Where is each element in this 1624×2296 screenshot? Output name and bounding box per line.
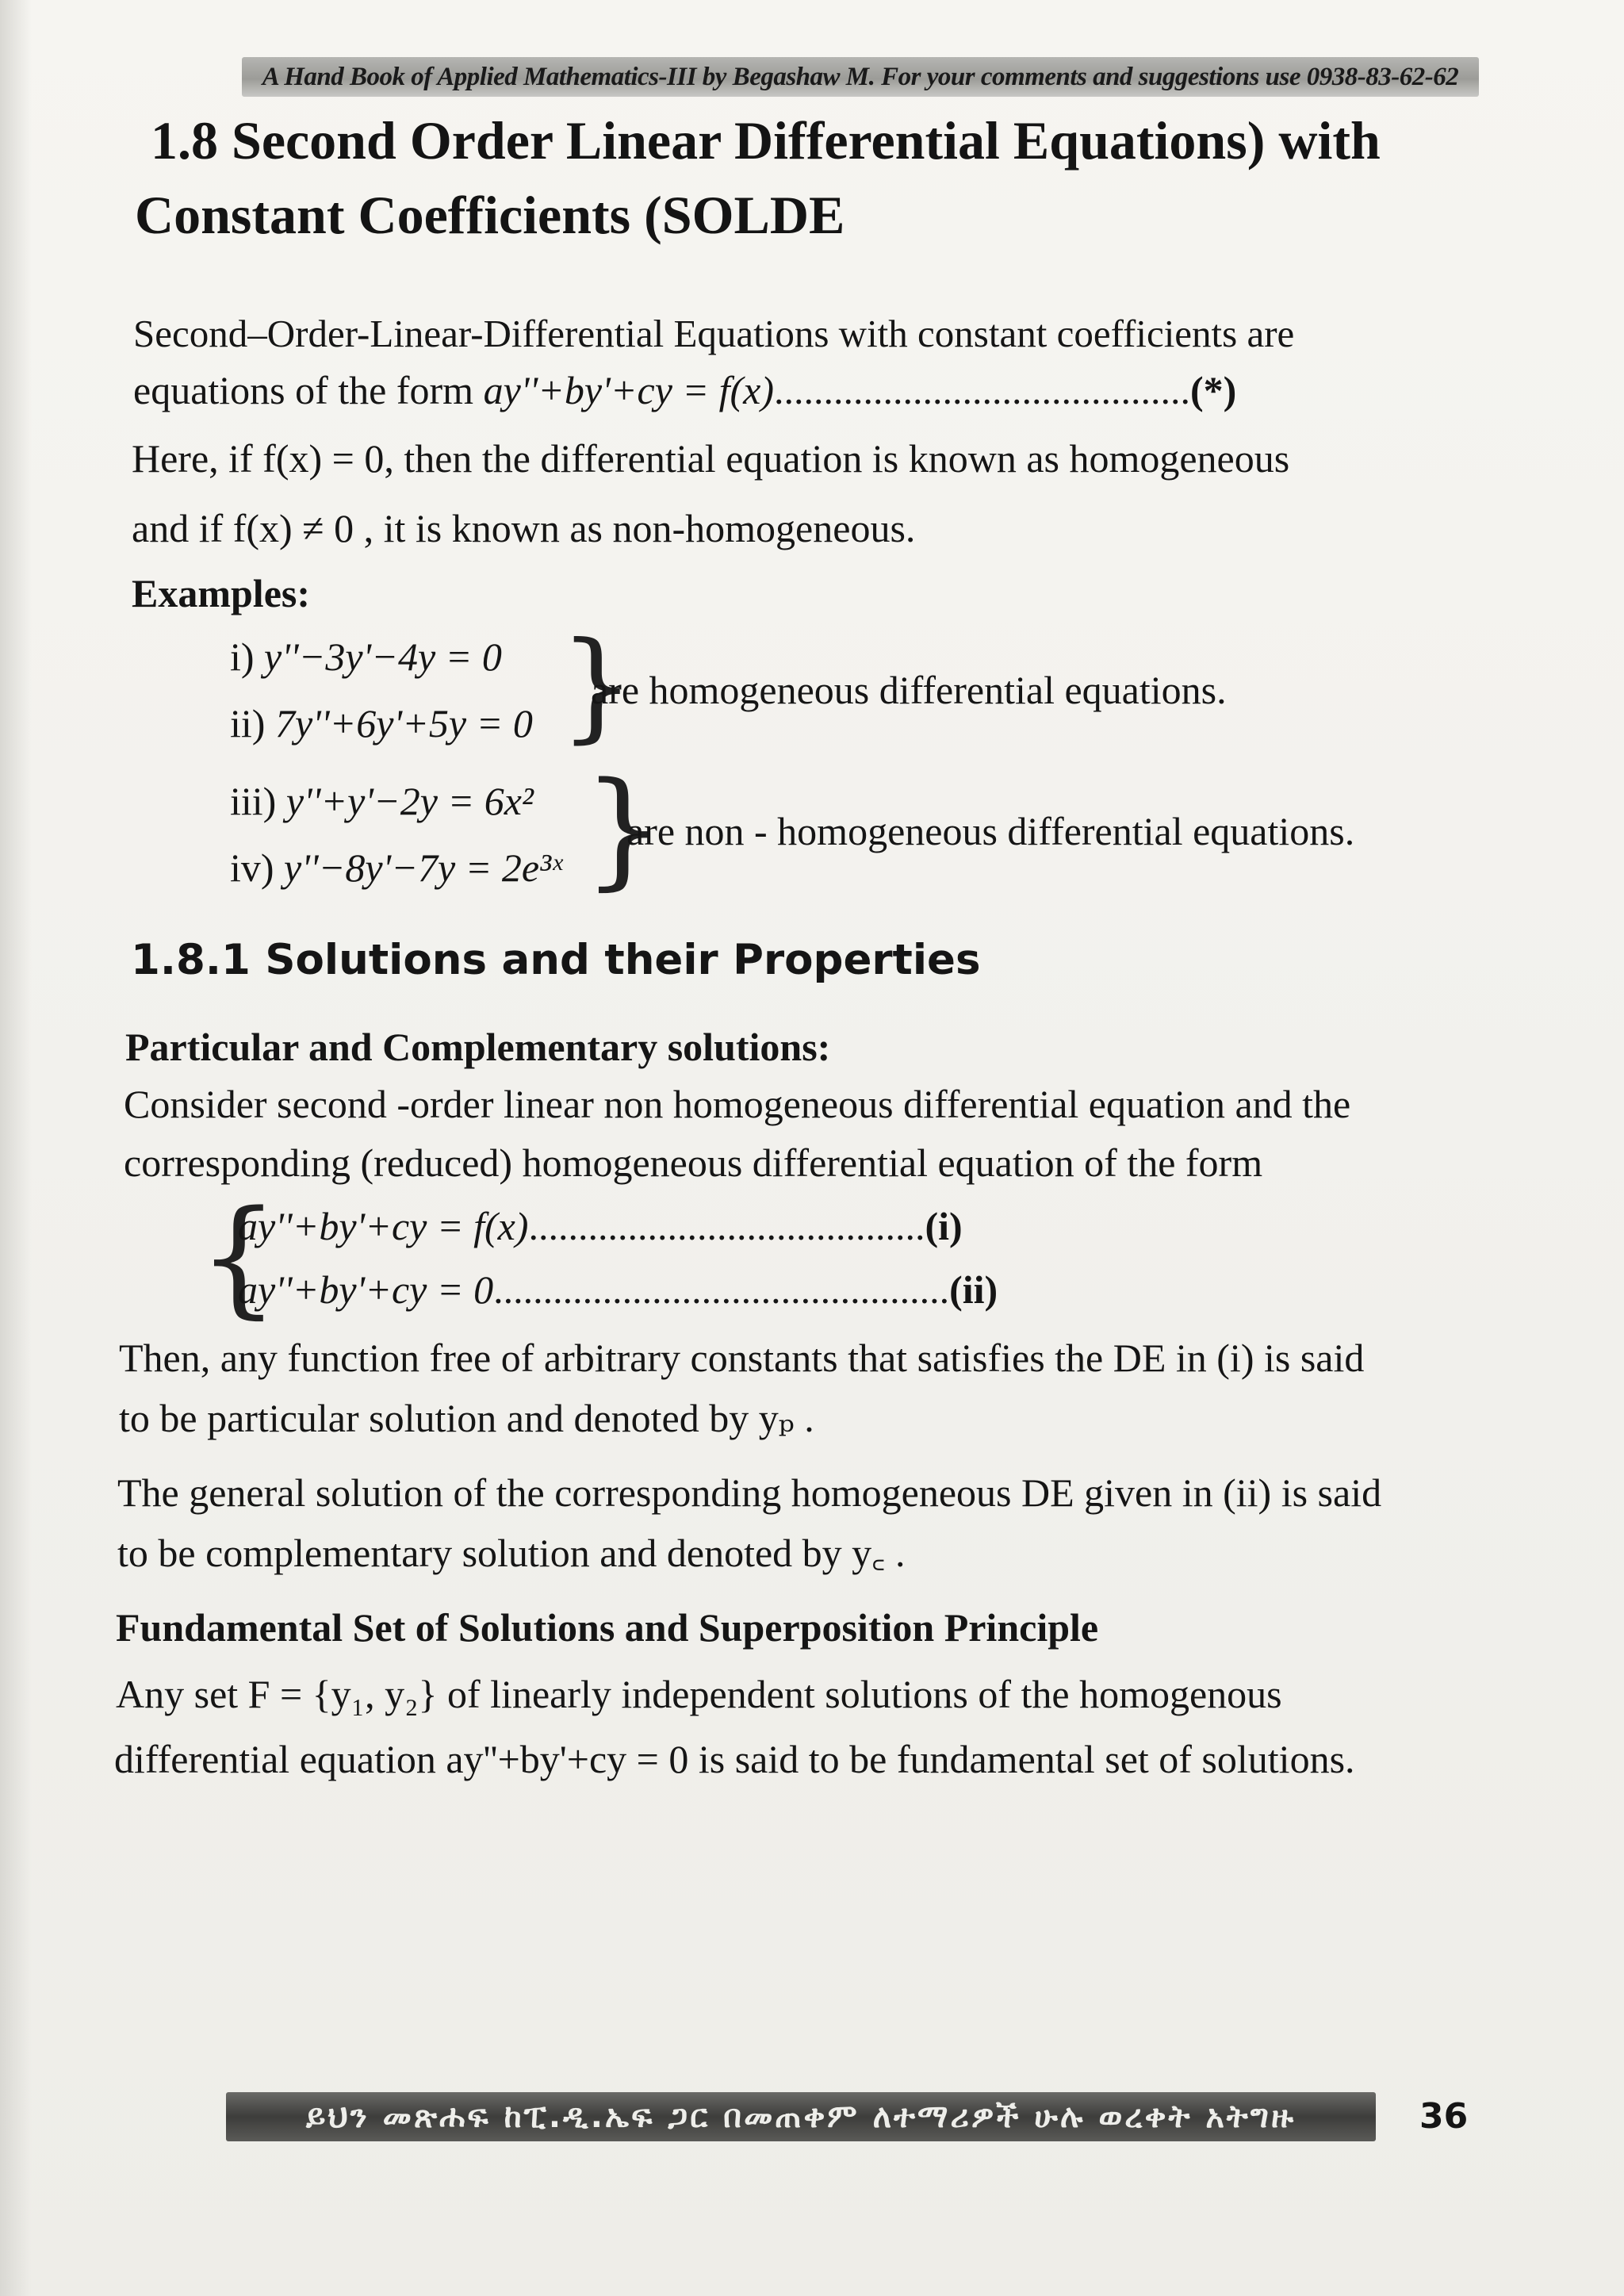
leader-dots-i: ........................................	[528, 1204, 925, 1248]
section-title-line2: Constant Coefficients (SOLDE	[135, 185, 845, 245]
example-3	[230, 777, 534, 825]
any-set-line-1: Any set F = {y₁, y₂} of linearly independent solutions of the homogenous	[116, 1672, 1282, 1716]
equation-ii-tag: (ii)	[949, 1267, 998, 1312]
footer-banner-text: ይህን መጽሐፍ ከፒ.ዲ.ኤፍ ጋር በመጠቀም ለተማሪዎች ሁሉ ወረቀት አትግዙ	[305, 2099, 1297, 2135]
non-homogeneous-label: are non - homogeneous differential equations.	[626, 809, 1355, 853]
header-banner-text: A Hand Book of Applied Mathematics-III by Begashaw M. For your comments and suggestions use 0938-83-62-62	[262, 62, 1459, 91]
subsection-title: 1.8.1 Solutions and their Properties	[131, 936, 981, 984]
equation-i-tag: (i)	[925, 1204, 963, 1248]
example-4-num: iv)	[230, 845, 274, 890]
footer-banner	[226, 2092, 1376, 2141]
then-line-1: Then, any function free of arbitrary constants that satisfies the DE in (i) is said	[119, 1336, 1365, 1380]
equation-ii: ay''+by'+cy = 0	[238, 1267, 494, 1312]
equation-ii-row	[238, 1266, 998, 1313]
examples-label: Examples:	[132, 571, 310, 615]
equation-star-tag: (*)	[1190, 368, 1237, 412]
example-3-num: iii)	[230, 779, 277, 823]
section-title-line1: 1.8 Second Order Linear Differential Equations) with	[151, 110, 1381, 171]
fundamental-heading: Fundamental Set of Solutions and Superposition Principle	[116, 1605, 1099, 1650]
equation-star: ay''+by'+cy = f(x)	[483, 368, 775, 412]
consider-line-2: corresponding (reduced) homogeneous differential equation of the form	[124, 1140, 1263, 1185]
example-2-equation: 7y''+6y'+5y = 0	[274, 701, 533, 746]
page-number: 36	[1419, 2096, 1469, 2137]
page-edge-shadow	[0, 0, 32, 2296]
intro-line-3: Here, if f(x) = 0, then the differential equation is known as homogeneous	[132, 436, 1290, 481]
example-2	[230, 700, 533, 747]
leader-dots-ii: ..............................................	[493, 1267, 950, 1312]
consider-line-1: Consider second -order linear non homogeneous differential equation and the	[124, 1082, 1351, 1126]
example-1-num: i)	[230, 634, 255, 679]
equation-i: ay''+by'+cy = f(x)	[238, 1204, 529, 1248]
right-brace-1: }	[559, 617, 635, 755]
example-4	[230, 844, 562, 891]
particular-heading: Particular and Complementary solutions:	[125, 1025, 831, 1069]
intro-line-2-text: equations of the form	[133, 368, 484, 412]
intro-line-2	[133, 366, 1236, 414]
then-line-2: to be particular solution and denoted by yₚ .	[119, 1396, 814, 1440]
intro-line-4: and if f(x) ≠ 0 , it is known as non-homogeneous.	[132, 506, 916, 550]
general-line-1: The general solution of the corresponding homogeneous DE given in (ii) is said	[117, 1470, 1382, 1515]
left-brace: {	[198, 1182, 279, 1331]
general-line-2: to be complementary solution and denoted by y꜀ .	[117, 1531, 906, 1575]
example-1-equation: y''−3y'−4y = 0	[264, 634, 502, 679]
right-brace-2: }	[583, 754, 664, 903]
example-2-num: ii)	[230, 701, 266, 746]
header-banner	[242, 57, 1479, 97]
example-3-equation: y''+y'−2y = 6x²	[285, 779, 534, 823]
example-4-equation: y''−8y'−7y = 2e³ˣ	[284, 845, 563, 890]
equation-i-row	[238, 1202, 963, 1250]
any-set-line-2: differential equation ay''+by'+cy = 0 is said to be fundamental set of solutions.	[114, 1737, 1355, 1781]
example-1	[230, 633, 502, 680]
leader-dots: ..........................................	[774, 368, 1191, 412]
intro-line-1: Second–Order-Linear-Differential Equations with constant coefficients are	[133, 312, 1295, 355]
homogeneous-label: are homogeneous differential equations.	[591, 668, 1227, 712]
